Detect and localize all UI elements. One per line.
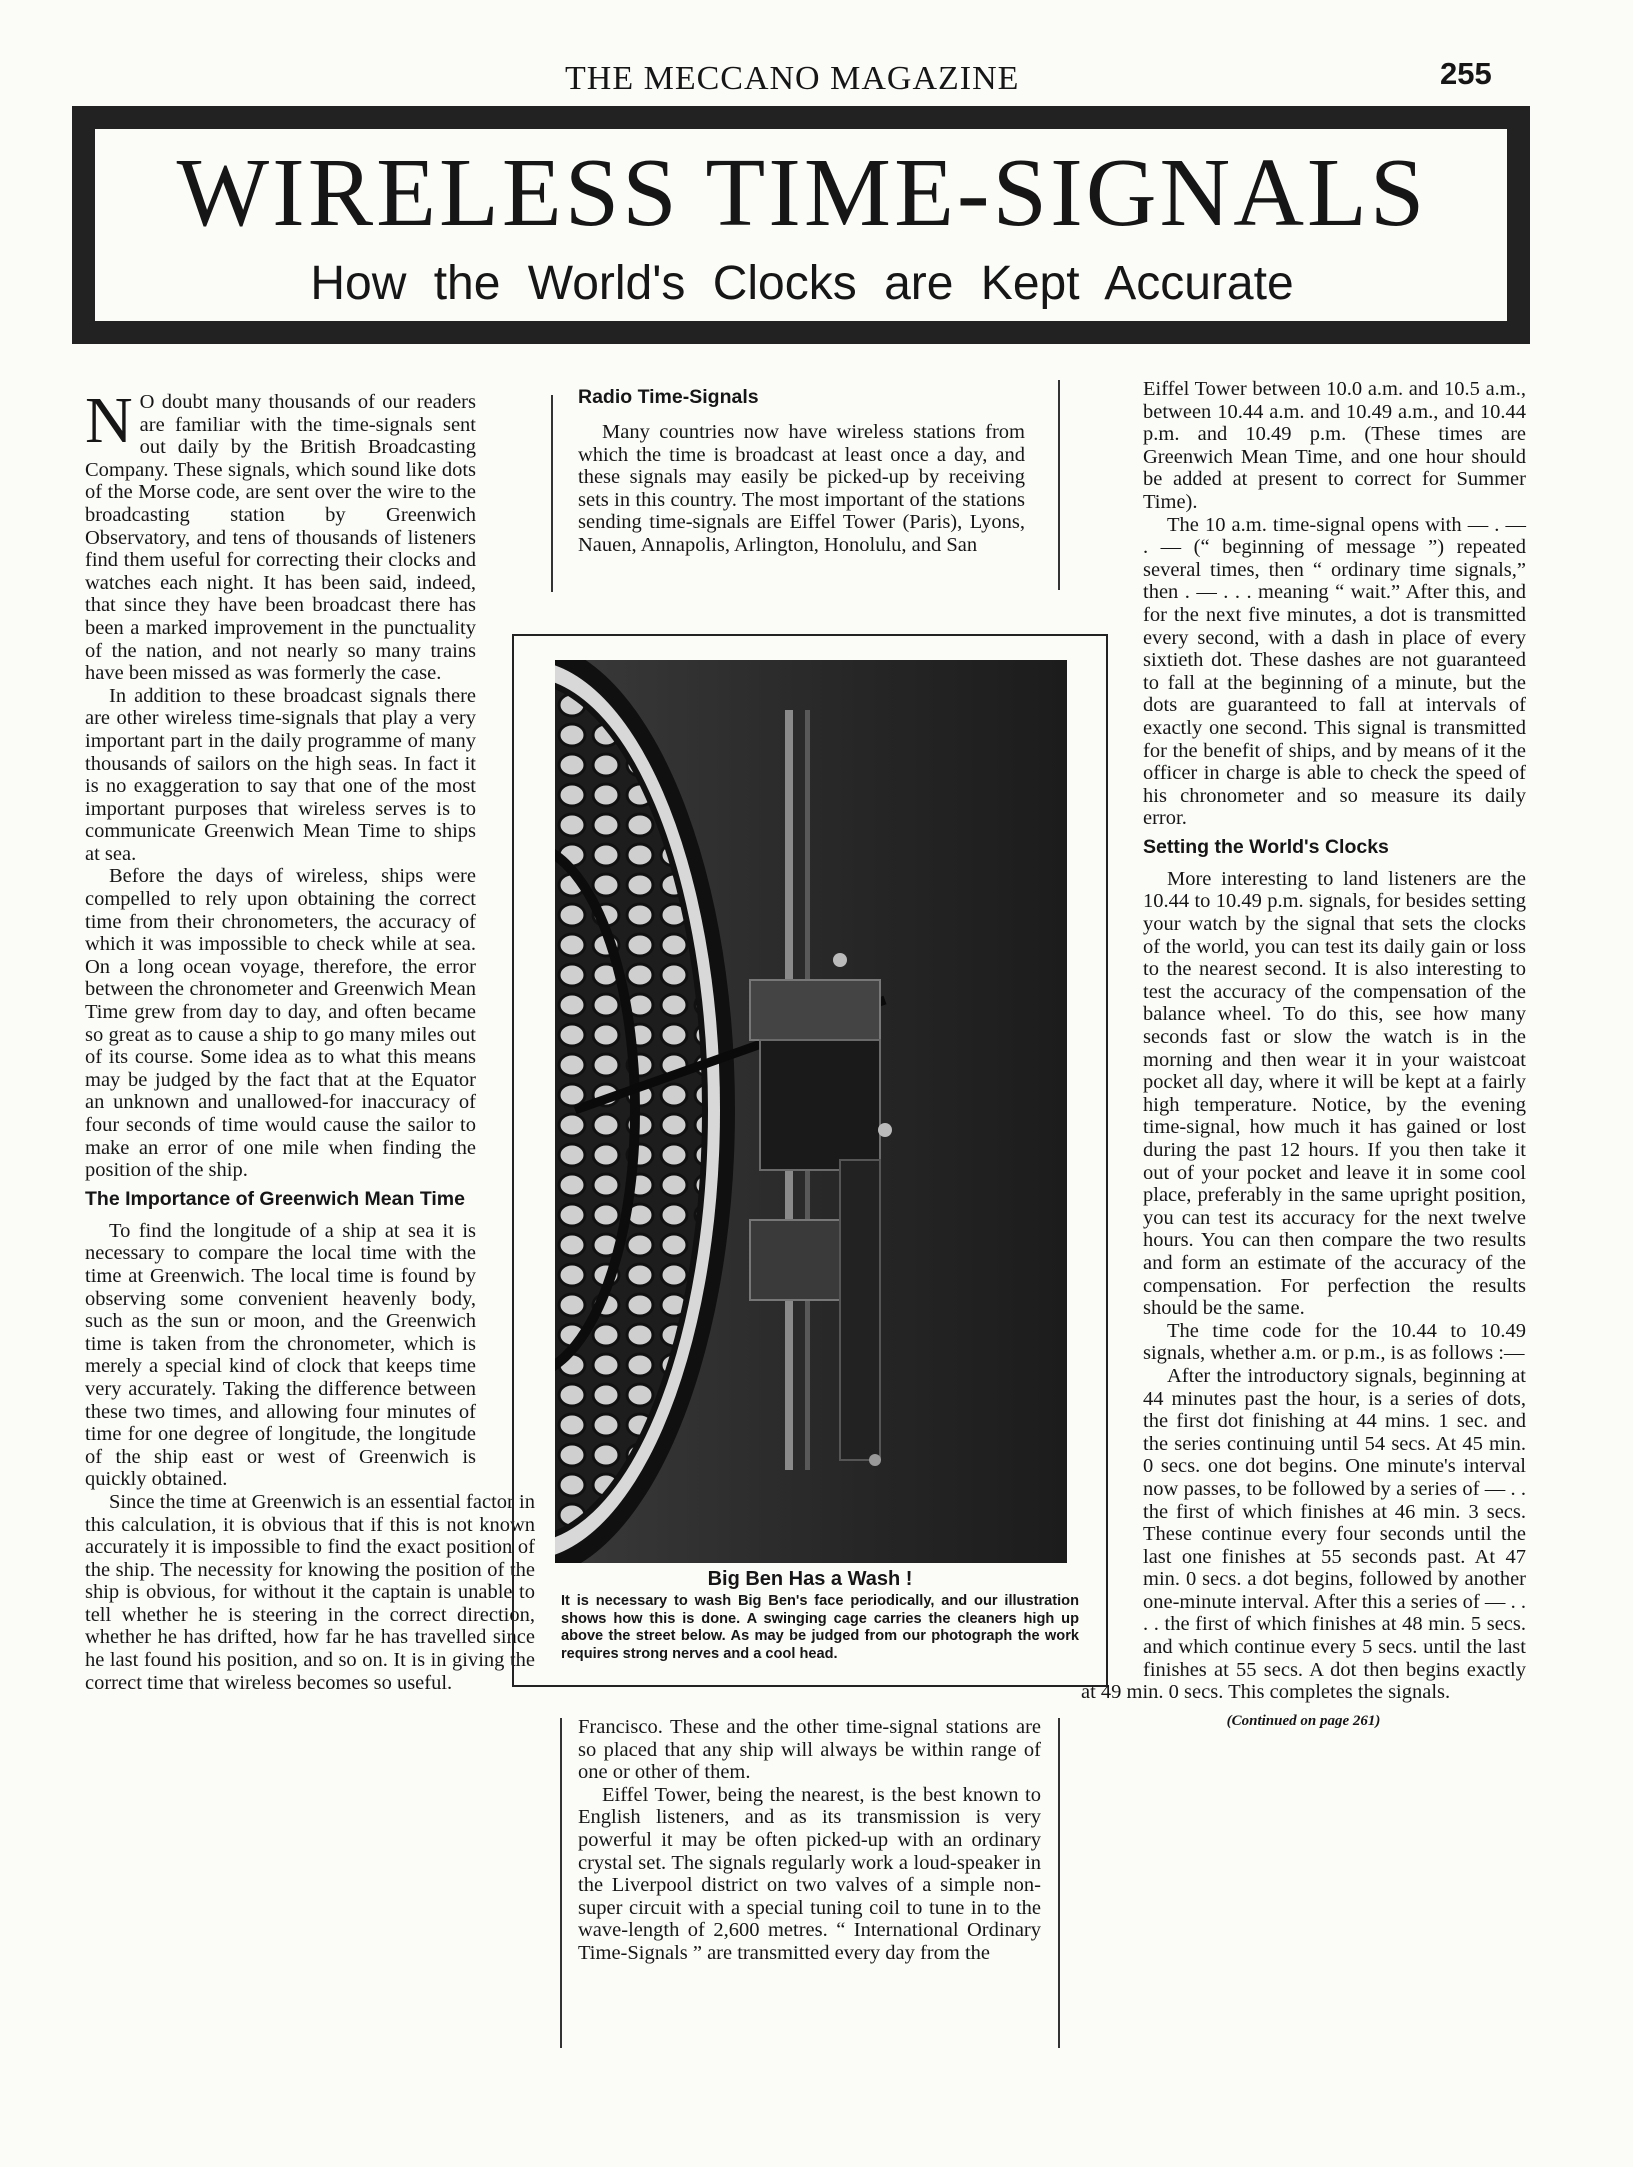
figure [512,634,1108,1687]
column-2-bottom [578,1716,1041,1965]
continued-note: (Continued on page 261) [1226,1712,1381,1729]
paragraph: To find the longitude of a ship at sea it is necessary to compare the local time with the time at Greenwich. The local time is found by observing some convenient heavenly body, such as the sun or moon, and the Greenwich time is taken from the chronometer, which is merely a special kind of clock that keeps time very accurately. Taking the difference between these two times, and allowing four minutes of time for one degree of longitude, the longitude of the ship east or west of Greenwich is quickly obtained. [85,1219,476,1491]
column-rule [1058,380,1060,590]
decorative-border-top [72,106,1530,129]
article-title: WIRELESS TIME-SIGNALS [176,139,1428,247]
column-rule [560,1718,562,2048]
column-3 [1081,378,1526,1732]
magazine-name: THE MECCANO MAGAZINE [565,60,1020,97]
paragraph: N O doubt many thousands of our readers are familiar with the time-signals sent out daily by the British Broadcasting Company. These signals, which sound like dots of the Morse code, are sent over the wire to the broadcasting station by Greenwich Observatory, and tens of thousands of listeners find them useful for correcting their clocks and watches each night. It has been said, indeed, that since they have been broadcast there has been a marked improvement in the punctuality of the nation, and not nearly so many trains have been missed as was formerly the case. [85,384,476,685]
column-rule [1058,1718,1060,2048]
title-frame [72,106,1530,344]
column-rule [551,395,553,592]
decorative-border-right [1507,106,1530,344]
paragraph: In addition to these broadcast signals there are other wireless time-signals that play a very important part in the daily programme of many thousands of sailors on the high seas. In fact it is no exaggeration to say that one of the most important purposes that wireless serves is to communicate Greenwich Mean Time to ships at sea. [85,684,476,865]
caption-text: It is necessary to wash Big Ben's face periodically, and our illustration shows how this is done. A swinging cage carries the cleaners high up above the street below. As may be judged from our photograph the work requires strong nerves and a cool head. [561,1593,1079,1662]
paragraph: More interesting to land listeners are the 10.44 to 10.49 p.m. signals, for besides setting your watch by the signal that sets the clocks of the world, you can test its daily gain or loss to the nearest second. It is also interesting to test the accuracy of the compensation of the balance wheel. To do this, see how many seconds fast or slow the watch is in the morning and then wear it in your waistcoat pocket all day, where it will be kept at a fairly high temperature. Notice, by the evening time-signal, how much it has gained or lost during the past 12 hours. If you then take it out of your pocket and leave it in some cool place, preferably in the same upright position, you can test its accuracy for the next twelve hours. You can then compare the two results and form an estimate of the accuracy of the compensation. For perfection the results should be the same. [1143,867,1526,1320]
paragraph: After the introductory signals, beginning at 44 minutes past the hour, is a series of dots, the first dot finishing at 44 mins. 1 sec. and the series continuing until 54 secs. At 45 min. 0 secs. one dot begins. One minute's interval now passes, to be followed by a series of — . . the first of which finishes at 46 min. 3 secs. These continue every four seconds until the last one finishes at 55 seconds past. At 47 min. 0 secs. a dot begins, followed by another one-minute interval. After this a series of — . . . . the first of which finishes at 48 min. 5 secs. and which continue every 5 secs. until the last finishes at 55 secs. A dot then begins exactly at 49 min. 0 secs. This completes the signals. [1081,1364,1526,1704]
section-heading-radio: Radio Time-Signals [578,386,759,408]
column-1 [85,384,535,1694]
clock-face-illustration [555,660,1067,1563]
big-ben-photo [555,660,1067,1563]
article-subtitle: How the World's Clocks are Kept Accurate [310,257,1294,310]
page-number: 255 [1440,56,1492,91]
section-heading-greenwich: The Importance of Greenwich Mean Time [85,1187,465,1210]
paragraph: Francisco. These and the other time-signal stations are so placed that any ship will always be within range of one or other of them. [578,1716,1041,1784]
decorative-border-left [72,106,95,344]
paragraph: The 10 a.m. time-signal opens with — . — . — (“ beginning of message ”) repeated several times, then “ ordinary time signals,” then . — . . . meaning “ wait.” After this, and for the next five minutes, a dot is transmitted every second, with a dash in place of every sixtieth dot. These dashes are not guaranteed to fall at the beginning of a minute, but the dots are guaranteed to fall at intervals of exactly one second. This signal is transmitted for the benefit of ships, and by means of it the officer in charge is able to check the speed of his chronometer and so measure its daily error. [1143,513,1526,830]
paragraph: Many countries now have wireless stations from which the time is broadcast at least once a day, and these signals may easily be picked-up by receiving sets in this country. The most important of the stations sending time-signals are Eiffel Tower (Paris), Lyons, Nauen, Annapolis, Arlington, Honolulu, and San [578,421,1025,556]
paragraph: Before the days of wireless, ships were compelled to rely upon obtaining the correct time from their chronometers, the accuracy of which it was impossible to check while at sea. On a long ocean voyage, therefore, the error between the chronometer and Greenwich Mean Time grew from day to day, and often became so great as to cause a ship to go many miles out of its course. Some idea as to what this means may be judged by the fact that at the Equator an unknown and unallowed-for inaccuracy of four seconds of time would cause the sailor to make an error of one mile when finding the position of the ship. [85,865,476,1182]
paragraph: The time code for the 10.44 to 10.49 signals, whether a.m. or p.m., is as follows :— [1143,1319,1526,1365]
paragraph: Eiffel Tower between 10.0 a.m. and 10.5 a.m., between 10.44 a.m. and 10.49 a.m., and 10.44 p.m. and 10.49 p.m. (These times are Greenwich Mean Time, and one hour should be added at present to correct for Summer Time). [1143,378,1526,513]
caption-title: Big Ben Has a Wash ! [707,1568,913,1590]
paragraph: Eiffel Tower, being the nearest, is the best known to English listeners, and as its transmission is very powerful it may be often picked-up with an ordinary crystal set. The signals regularly work a loud-speaker in the Liverpool district on two valves of a simple non-super circuit with a special tuning coil to tune in to the wave-length of 2,600 metres. “ International Ordinary Time-Signals ” are transmitted every day from the [578,1783,1041,1964]
paragraph: Since the time at Greenwich is an essential factor in this calculation, it is obvious that if this is not known accurately it is impossible to find the exact position of the ship. The necessity for knowing the position of the ship is obvious, for without it the captain is unable to tell whether he is steering in the correct direction, whether he has drifted, how far he has travelled since he last found his position, and so on. It is in giving the correct time that wireless becomes so useful. [85,1490,535,1694]
decorative-border-bottom [72,321,1530,344]
section-heading-clocks: Setting the World's Clocks [1143,835,1389,858]
running-head [0,56,1633,106]
drop-cap: N [85,384,133,457]
column-2-top [578,386,1025,557]
